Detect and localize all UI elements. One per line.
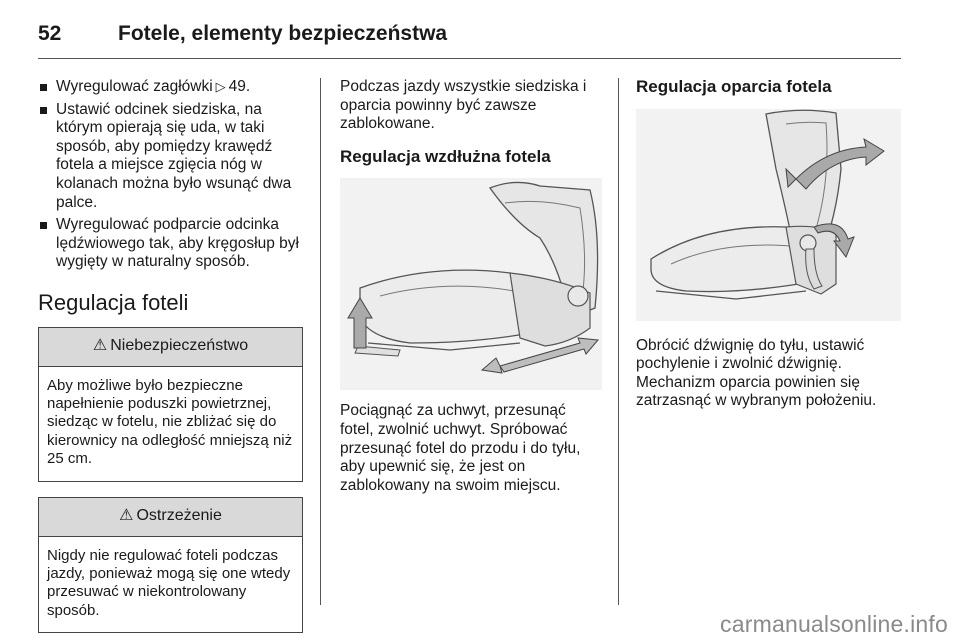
list-item: Ustawić odcinek siedziska, na którym opierają się uda, w taki sposób, aby pomiędzy krawędź fotela a miejsce zgięcia nóg w kolanach można było wsunąć dwa palce. xyxy=(38,101,303,213)
page-number: 52 xyxy=(38,22,62,45)
danger-box xyxy=(38,327,303,482)
column-2 xyxy=(340,78,602,495)
page-title: Fotele, elementy bezpieczeństwa xyxy=(118,22,448,45)
list-item: Wyregulować zagłówki ▷ 49. xyxy=(38,78,303,97)
column-3 xyxy=(636,78,901,411)
danger-box-text: Aby możliwe było bezpieczne napełnienie poduszki powietrznej, siedząc w fotelu, nie zbliżać się do kierownicy na odległość mniejszą niż 25 cm. xyxy=(47,376,293,468)
header-rule xyxy=(38,58,901,59)
longitudinal-caption: Pociągnąć za uchwyt, przesunąć fotel, zwolnić uchwyt. Spróbować przesunąć fotel do przodu i do tyłu, aby upewnić się, że jest on zablokowany na swoim miejscu. xyxy=(340,402,581,494)
warning-triangle-icon: ⚠ xyxy=(119,507,134,525)
intro-text: Podczas jazdy wszystkie siedziska i oparcia powinny być zawsze zablokowane. xyxy=(340,78,587,133)
warning-triangle-icon: ⚠ xyxy=(92,337,108,355)
bullet-list xyxy=(38,78,303,272)
warning-box-title: Ostrzeżenie xyxy=(136,507,222,525)
subheading-backrest: Regulacja oparcia fotela xyxy=(636,77,832,96)
column-divider xyxy=(320,78,321,605)
backrest-caption: Obrócić dźwignię do tyłu, ustawić pochylenie i zwolnić dźwignię. Mechanizm oparcia powinien się zatrzasnąć w wybranym położeniu. xyxy=(636,336,877,410)
subheading-longitudinal: Regulacja wzdłużna fotela xyxy=(340,146,551,166)
danger-box-title: Niebezpieczeństwo xyxy=(110,337,249,355)
column-1 xyxy=(38,78,303,633)
warning-box xyxy=(38,497,303,634)
page-reference: 49. xyxy=(228,78,251,95)
column-divider xyxy=(618,78,619,605)
page-reference-icon: ▷ xyxy=(215,79,226,94)
seat-longitudinal-illustration xyxy=(340,178,602,390)
warning-box-text: Nigdy nie regulować foteli podczas jazdy, ponieważ mogą się one wtedy przesuwać w niekontrolowany sposób. xyxy=(47,546,291,619)
list-item: Wyregulować podparcie odcinka lędźwiowego tak, aby kręgosłup był wygięty w naturalny sposób. xyxy=(38,216,303,272)
watermark: carmanualsonline.info xyxy=(720,611,948,637)
seat-backrest-illustration xyxy=(636,109,898,321)
section-title: Regulacja foteli xyxy=(38,289,189,315)
